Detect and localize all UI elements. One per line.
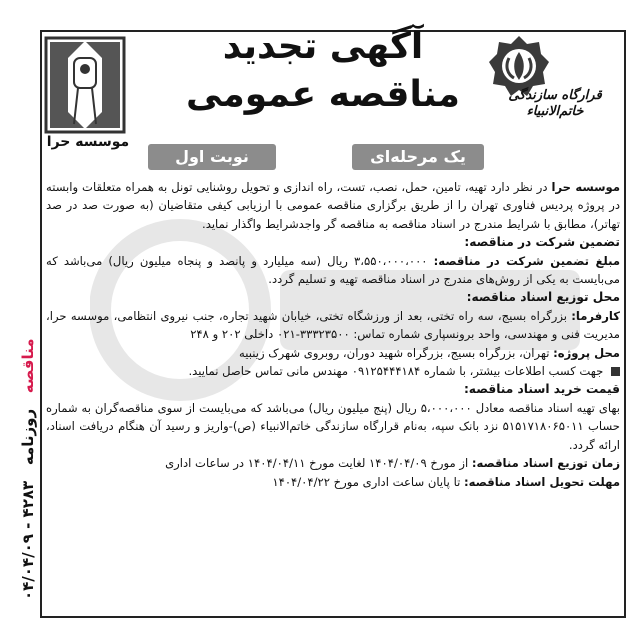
intro-paragraph: [46, 178, 620, 233]
deadline-label: مهلت تحویل اسناد مناقصه:: [464, 474, 620, 489]
info-paragraph: [46, 362, 620, 380]
title-line-2: مناقصه عمومی: [186, 74, 460, 115]
newspaper-side-strip: [0, 200, 38, 620]
project-text: تهران، بزرگراه بسیج، بزرگراه شهید دوران، روبروی شهرک زینبیه: [239, 345, 550, 360]
project-label: محل پروژه:: [553, 345, 620, 360]
employer-label: کارفرما:: [571, 308, 620, 323]
hera-logo-label: موسسه حرا: [46, 134, 130, 150]
info-text: جهت کسب اطلاعات بیشتر، با شماره ۰۹۱۲۵۴۴۴۱۸۴ مهندس مانی تماس حاصل نمایید.: [188, 364, 604, 379]
deadline-paragraph: [46, 473, 620, 491]
side-paper: روزنامه: [19, 408, 37, 466]
employer-paragraph: [46, 307, 620, 344]
square-bullet-icon: [611, 367, 620, 376]
time-paragraph: [46, 454, 620, 472]
guarantee-heading: تضمین شرکت در مناقصه:: [464, 235, 620, 250]
time-text: از مورخ ۱۴۰۴/۰۴/۰۹ لغایت مورخ ۱۴۰۴/۰۴/۱۱ در ساعات اداری: [165, 456, 469, 471]
deadline-text: تا پایان ساعت اداری مورخ ۱۴۰۴/۰۴/۲۲: [272, 474, 461, 489]
price-heading: قیمت خرید اسناد مناقصه:: [463, 382, 620, 397]
intro-text: در نظر دارد تهیه، تامین، حمل، نصب، تست، راه اندازی و تحویل روشنایی تونل به همراه متعلقات وابسته در پروژه پردیس فناوری تهران را از طریق برگزاری مناقصه عمومی با ارزیابی کیفی متقاضیان (به صورت صد در صد تهاتر)، مطابق با شرایط مندرج در اسناد مناقصه به مناقصه گر واجدشرایط واگذار نماید.: [46, 180, 620, 231]
side-caption: [19, 338, 37, 600]
project-paragraph: [46, 344, 620, 362]
price-paragraph: بهای تهیه اسناد مناقصه معادل ۵،۰۰۰،۰۰۰ ریال (پنج میلیون ریال) می‌باشد که می‌بایست از سوی مناقصه‌گران به شماره حساب ۵۱۵۱۷۱۸۰۶۵۰۱۱ نزد بانک سپه، به‌نام قرارگاه سازندگی خاتم‌الانبیاء (ص)-واریز و رسید آن هنگام دریافت اسناد، ارائه گردد.: [46, 400, 620, 452]
guarantee-label: مبلغ تضمین شرکت در مناقصه:: [433, 253, 621, 268]
announcement-body: [46, 178, 620, 491]
guarantee-text: ۳،۵۵۰،۰۰۰،۰۰۰ ریال (سه میلیارد و پانصد و پنجاه میلیون ریال) می‌باشد که می‌بایست به یکی از روش‌های مندرج در اسناد مناقصه تهیه و تسلیم گردد.: [46, 253, 620, 287]
org-name-script: قرارگاه سازندگی خاتم‌الانبیاء: [508, 88, 602, 119]
time-label: زمان توزیع اسناد مناقصه:: [471, 456, 620, 471]
hera-logo-icon: [44, 36, 126, 134]
distribution-heading: محل توزیع اسناد مناقصه:: [466, 290, 620, 305]
title-line-1: آگهی تجدید: [222, 26, 424, 67]
issue-date-number: ۰۴/۰۴/۰۹ - ۴۲۸۳: [19, 480, 37, 600]
guarantee-paragraph: [46, 252, 620, 289]
side-brand: مناقصه: [19, 338, 37, 394]
employer-text: بزرگراه بسیج، سه راه تختی، بعد از ورزشگاه تختی، خیابان شهید تجاره، جنب نیروی انتظامی، موسسه حرا، مدیریت فنی و مهندسی، واحد بر‌ونسپاری شماره تماس: ۳۳۳۲۳۵۰۰-۰۲۱ داخلی ۲۰۲ و ۲۴۸: [46, 308, 620, 342]
stage-badge: یک مرحله‌ای: [352, 144, 484, 170]
round-badge: نوبت اول: [148, 144, 276, 170]
intro-org: موسسه حرا: [551, 180, 620, 194]
